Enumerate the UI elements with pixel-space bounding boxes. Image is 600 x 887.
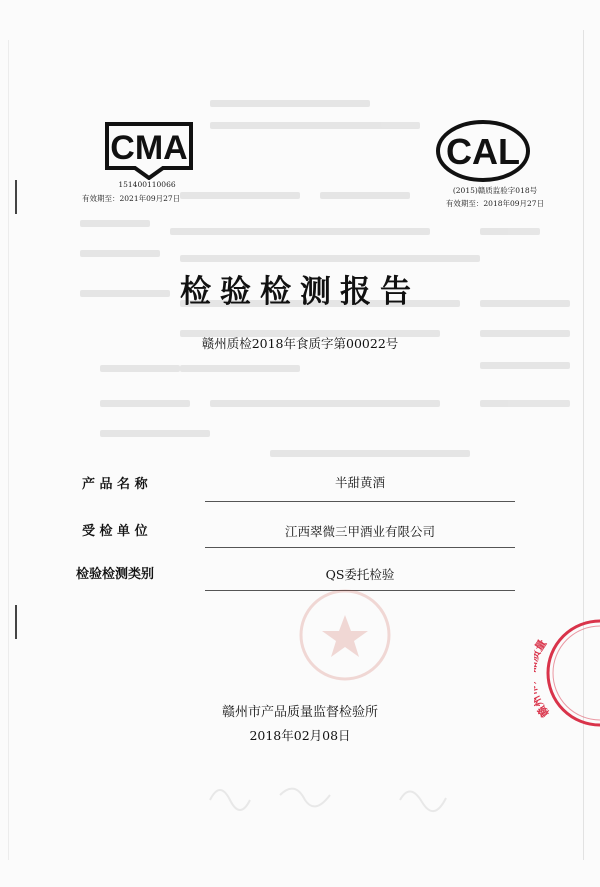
official-seal-icon — [534, 618, 600, 732]
cal-certificate-number: (2015)赣质监验字018号 — [452, 186, 538, 195]
inspected-unit-value: 江西翠微三甲酒业有限公司 — [284, 524, 435, 539]
faint-stamp-icon — [295, 585, 395, 689]
cal-valid-until: 有效期至：2018年09月27日 — [445, 199, 545, 208]
inspection-type-value: QS委托检验 — [325, 567, 395, 582]
cal-logo-text: CAL — [446, 131, 520, 172]
product-name-underline — [205, 501, 515, 502]
cma-logo-text: CMA — [110, 129, 188, 167]
report-date: 2018年02月08日 — [249, 728, 351, 743]
cal-logo-icon — [432, 118, 534, 188]
product-name-label: 产 品 名 称 — [82, 477, 148, 492]
official-seal-text: 赣 量 — [534, 637, 553, 720]
report-title: 检验检测报告 — [180, 274, 420, 310]
binding-mark-top — [15, 180, 17, 214]
issuing-institute: 赣州市产品质量监督检验所 — [221, 705, 378, 720]
cma-valid-until: 有效期至：2021年09月27日 — [82, 194, 181, 203]
inspected-unit-underline — [205, 547, 515, 548]
binding-mark-bottom — [15, 605, 17, 639]
faint-handwriting-icon — [200, 770, 500, 824]
product-name-value: 半甜黄酒 — [334, 475, 385, 490]
cma-certificate-number: 151400110066 — [118, 180, 176, 189]
inspection-type-label: 检验检测类别 — [76, 567, 155, 582]
report-number: 赣州质检2018年食质字第00022号 — [201, 336, 399, 351]
cma-logo-icon — [103, 118, 195, 184]
inspected-unit-label: 受 检 单 位 — [82, 524, 148, 539]
